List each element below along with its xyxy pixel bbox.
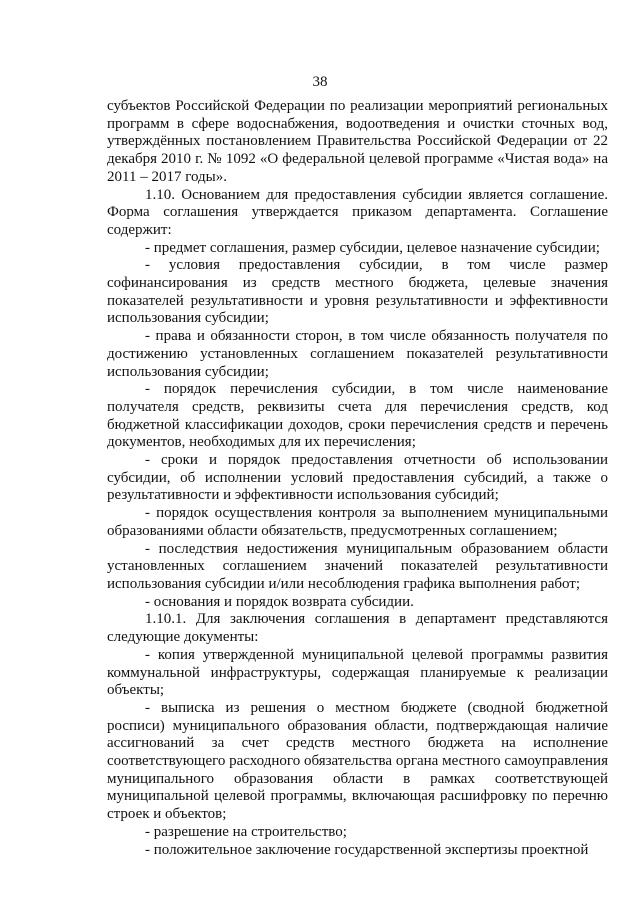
- list-item-rights: - права и обязанности сторон, в том числе обязанность получателя по достижению установленных соглашением показателей результативности использования субсидии;: [107, 328, 608, 380]
- list-item-subject: - предмет соглашения, размер субсидии, целевое назначение субсидии;: [145, 239, 600, 256]
- list-item-consequences: - последствия недостижения муниципальным образованием области установленных соглашением значений показателей результативности использования субсидии и/или несоблюдения графика выполнения работ;: [107, 540, 608, 592]
- list-item-budget-extract: - выписка из решения о местном бюджете (сводной бюджетной росписи) муниципального образования области, подтверждающая наличие ассигнований за счет средств местного бюджета на исполнение соответствующего расходного обязательства органа местного самоуправления муниципального образования области в рамках соответствующей муниципальной целевой программы, включающая расшифровку по перечню строек и объектов;: [107, 699, 608, 823]
- document-body: [107, 98, 608, 859]
- list-item-conditions: - условия предоставления субсидии, в том числе размер софинансирования из средств местного бюджета, целевые значения показателей результативности и уровня результативности и эффективности использования субсидии;: [107, 257, 608, 327]
- paragraph-1-10: 1.10. Основанием для предоставления субсидии является соглашение. Форма соглашения утверждается приказом департамента. Соглашение содержит:: [107, 186, 608, 238]
- list-item-control: - порядок осуществления контроля за выполнением муниципальными образованиями области обязательств, предусмотренных соглашением;: [107, 505, 608, 539]
- list-item-building-permit: - разрешение на строительство;: [145, 823, 347, 840]
- list-item-refund: - основания и порядок возврата субсидии.: [145, 593, 414, 610]
- list-item-program-copy: - копия утвержденной муниципальной целевой программы развития коммунальной инфраструктуры, содержащая планируемые к реализации объекты;: [107, 646, 608, 699]
- page-number: 38: [312, 74, 328, 90]
- paragraph-1-10-1: 1.10.1. Для заключения соглашения в департамент представляются следующие документы:: [107, 611, 608, 646]
- list-item-expertise: - положительное заключение государственной экспертизы проектной: [145, 841, 589, 858]
- list-item-reporting: - сроки и порядок предоставления отчетности об использовании субсидии, об исполнении условий предоставления субсидий, а также о результативности и эффективности использования субсидий;: [107, 452, 608, 504]
- paragraph-continuation: субъектов Российской Федерации по реализации мероприятий региональных программ в сфере водоснабжения, водоотведения и очистки сточных вод, утверждённых постановлением Правительства Российской Федерации от 22 декабря 2010 г. № 1092 «О федеральной целевой программе «Чистая вода» на 2011 – 2017 годы».: [107, 98, 608, 185]
- list-item-transfer-order: - порядок перечисления субсидии, в том числе наименование получателя средств, реквизиты счета для перечисления средств, код бюджетной классификации доходов, сроки перечисления средств и перечень документов, необходимых для их перечисления;: [107, 381, 608, 451]
